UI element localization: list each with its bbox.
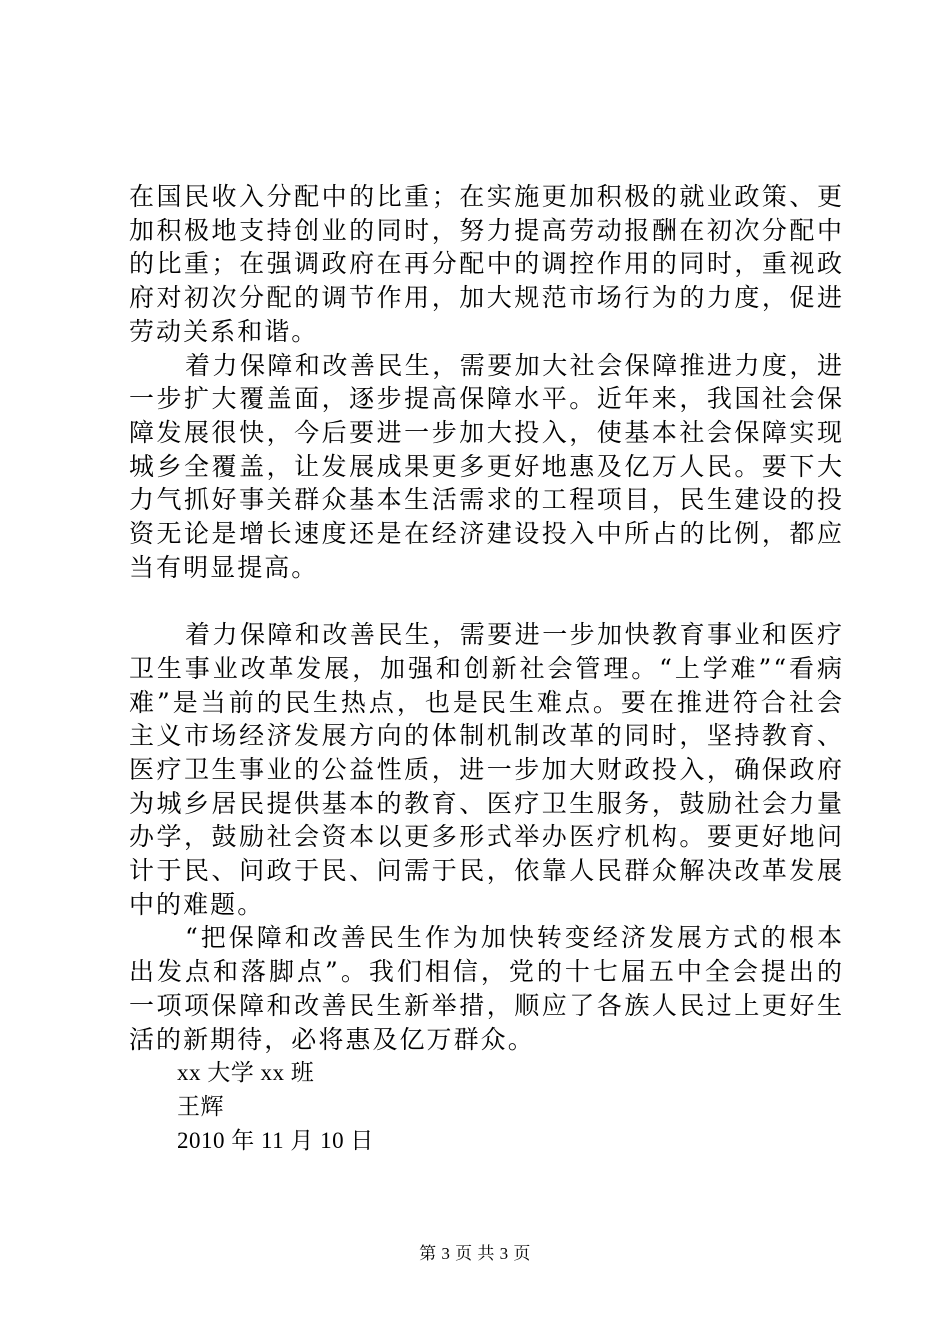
signature-name: 王辉 bbox=[177, 1093, 224, 1119]
paragraph-1: 在国民收入分配中的比重；在实施更加积极的就业政策、更加积极地支持创业的同时，努力提高劳动报酬在初次分配中的比重；在强调政府在再分配中的调控作用的同时，重视政府对初次分配的调节作用，加大规范市场行为的力度，促进劳动关系和谐。 bbox=[129, 182, 844, 346]
paragraph-2: 着力保障和改善民生，需要加大社会保障推进力度，进一步扩大覆盖面，逐步提高保障水平。近年来，我国社会保障发展很快，今后要进一步加大投入，使基本社会保障实现城乡全覆盖，让发展成果更多更好地惠及亿万人民。要下大力气抓好事关群众基本生活需求的工程项目，民生建设的投资无论是增长速度还是在经济建设投入中所占的比例，都应当有明显提高。 bbox=[129, 350, 844, 582]
signature-class: xx 大学 xx 班 bbox=[177, 1060, 315, 1086]
page-footer: 第 3 页 共 3 页 bbox=[419, 1244, 531, 1263]
signature-date: 2010 年 11 月 10 日 bbox=[177, 1127, 374, 1153]
paragraph-4: “把保障和改善民生作为加快转变经济发展方式的根本出发点和落脚点”。我们相信，党的十七届五中全会提出的一项项保障和改善民生新举措，顺应了各族人民过上更好生活的新期待，必将惠及亿万群众。 bbox=[129, 923, 844, 1054]
document-body bbox=[129, 180, 844, 1157]
paragraph-3: 着力保障和改善民生，需要进一步加快教育事业和医疗卫生事业改革发展，加强和创新社会管理。“上学难”“看病难”是当前的民生热点，也是民生难点。要在推进符合社会主义市场经济发展方向的体制机制改革的同时，坚持教育、医疗卫生事业的公益性质，进一步加大财政投入，确保政府为城乡居民提供基本的教育、医疗卫生服务，鼓励社会力量办学，鼓励社会资本以更多形式举办医疗机构。要更好地问计于民、问政于民、问需于民，依靠人民群众解决改革发展中的难题。 bbox=[129, 620, 844, 919]
paragraph-spacer bbox=[129, 584, 844, 618]
